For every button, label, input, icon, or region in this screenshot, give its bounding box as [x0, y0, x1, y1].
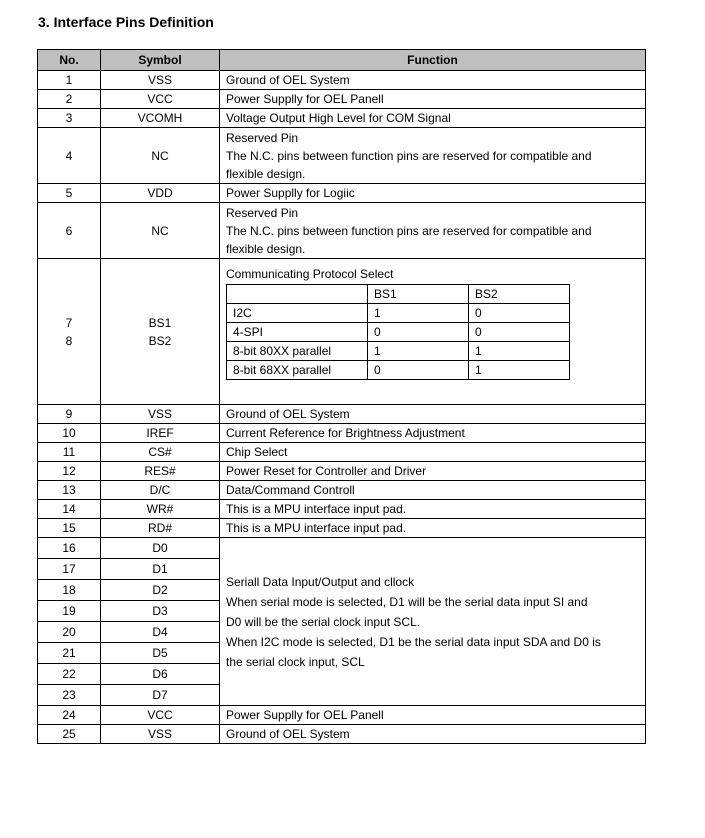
- pin-symbol: VCC: [101, 706, 220, 725]
- table-row: [38, 481, 646, 500]
- table-row: [38, 500, 646, 519]
- protocol-cell: 0: [469, 323, 570, 342]
- pin-symbol: VCC: [101, 90, 220, 109]
- pin-function: [220, 259, 646, 405]
- pin-function: [220, 538, 646, 706]
- pin-function: Power Supplly for Logiic: [220, 184, 646, 203]
- function-line: flexible design.: [226, 241, 306, 256]
- pin-symbol: VDD: [101, 184, 220, 203]
- protocol-header-row: [227, 285, 570, 304]
- table-row: [38, 109, 646, 128]
- protocol-cell: 8-bit 68XX parallel: [227, 361, 368, 380]
- pin-no: 6: [38, 203, 101, 259]
- table-row: [38, 90, 646, 109]
- protocol-cell: I2C: [227, 304, 368, 323]
- pin-symbol: D4: [101, 622, 220, 643]
- protocol-cell: 1: [469, 361, 570, 380]
- table-row: [38, 462, 646, 481]
- pin-symbol: VSS: [101, 405, 220, 424]
- function-line: When I2C mode is selected, D1 be the serial data input SDA and D0 is: [226, 634, 601, 649]
- pin-symbol: IREF: [101, 424, 220, 443]
- pin-no: 25: [38, 725, 101, 744]
- table-header-row: [38, 50, 646, 71]
- pin-no: 16: [38, 538, 101, 559]
- pin-symbol: RES#: [101, 462, 220, 481]
- table-row: [38, 519, 646, 538]
- protocol-cell: 1: [368, 304, 469, 323]
- pin-symbol: D2: [101, 580, 220, 601]
- function-line: The N.C. pins between function pins are reserved for compatible and: [226, 148, 592, 163]
- pin-no: 4: [38, 128, 101, 184]
- protocol-header-cell: BS2: [469, 285, 570, 304]
- pin-no: 19: [38, 601, 101, 622]
- pin-symbol: D1: [101, 559, 220, 580]
- pin-no: 22: [38, 664, 101, 685]
- pin-symbol: D0: [101, 538, 220, 559]
- pin-function: Chip Select: [220, 443, 646, 462]
- pin-symbol: WR#: [101, 500, 220, 519]
- pin-no: 11: [38, 443, 101, 462]
- pin-symbol: VSS: [101, 71, 220, 90]
- function-line: Reserved Pin: [226, 205, 299, 220]
- function-line: Seriall Data Input/Output and cllock: [226, 574, 415, 589]
- table-row: [38, 71, 646, 90]
- table-row: [38, 443, 646, 462]
- pin-symbol-line: BS1: [148, 315, 172, 330]
- function-line: D0 will be the serial clock input SCL.: [226, 614, 421, 629]
- protocol-cell: 8-bit 80XX parallel: [227, 342, 368, 361]
- protocol-cell: 4-SPI: [227, 323, 368, 342]
- pin-no: 14: [38, 500, 101, 519]
- pin-no: 23: [38, 685, 101, 706]
- pin-symbol: VSS: [101, 725, 220, 744]
- function-line: The N.C. pins between function pins are reserved for compatible and: [226, 223, 592, 238]
- pin-symbol: D6: [101, 664, 220, 685]
- section-heading: 3. Interface Pins Definition: [38, 14, 214, 30]
- pin-function: Power Supplly for OEL Panell: [220, 706, 646, 725]
- header-symbol: Symbol: [101, 50, 220, 71]
- function-line: Reserved Pin: [226, 130, 299, 145]
- pin-symbol: D/C: [101, 481, 220, 500]
- pin-function: Ground of OEL System: [220, 405, 646, 424]
- table-row: [38, 424, 646, 443]
- protocol-cell: 1: [368, 342, 469, 361]
- header-function: Function: [220, 50, 646, 71]
- pin-symbol: D5: [101, 643, 220, 664]
- pin-no: 21: [38, 643, 101, 664]
- pin-function: Power Supplly for OEL Panell: [220, 90, 646, 109]
- protocol-row: [227, 342, 570, 361]
- protocol-header-cell: BS1: [368, 285, 469, 304]
- pin-no: 13: [38, 481, 101, 500]
- pin-symbol: VCOMH: [101, 109, 220, 128]
- pin-no: 12: [38, 462, 101, 481]
- table-row: [38, 538, 646, 559]
- pin-no: 17: [38, 559, 101, 580]
- pin-no: 18: [38, 580, 101, 601]
- table-row: [38, 706, 646, 725]
- function-line: flexible design.: [226, 166, 306, 181]
- header-no: No.: [38, 50, 101, 71]
- pin-function: [220, 128, 646, 184]
- pin-function: Ground of OEL System: [220, 71, 646, 90]
- protocol-cell: 0: [469, 304, 570, 323]
- protocol-select-title: Communicating Protocol Select: [226, 267, 394, 281]
- pin-symbol-line: BS2: [148, 333, 172, 348]
- pin-function: Voltage Output High Level for COM Signal: [220, 109, 646, 128]
- table-row: [38, 128, 646, 184]
- table-row: [38, 184, 646, 203]
- pin-function: This is a MPU interface input pad.: [220, 500, 646, 519]
- pin-function: [220, 203, 646, 259]
- pin-no: 2: [38, 90, 101, 109]
- pin-symbol: D3: [101, 601, 220, 622]
- pin-function: Power Reset for Controller and Driver: [220, 462, 646, 481]
- pin-symbol: NC: [101, 128, 220, 184]
- pin-symbol: RD#: [101, 519, 220, 538]
- pin-symbol: [101, 259, 220, 405]
- protocol-cell: 0: [368, 361, 469, 380]
- pin-symbol: D7: [101, 685, 220, 706]
- pin-function: This is a MPU interface input pad.: [220, 519, 646, 538]
- table-row: [38, 725, 646, 744]
- pin-function: Current Reference for Brightness Adjustment: [220, 424, 646, 443]
- table-row: [38, 259, 646, 405]
- pin-function: Ground of OEL System: [220, 725, 646, 744]
- table-row: [38, 405, 646, 424]
- pin-no: 3: [38, 109, 101, 128]
- protocol-row: [227, 323, 570, 342]
- pin-symbol: CS#: [101, 443, 220, 462]
- pin-no: 24: [38, 706, 101, 725]
- pin-no-line: 8: [65, 333, 73, 348]
- pin-symbol: NC: [101, 203, 220, 259]
- pin-no: 9: [38, 405, 101, 424]
- interface-pins-table: [37, 49, 646, 744]
- pin-no: 15: [38, 519, 101, 538]
- function-line: When serial mode is selected, D1 will be the serial data input SI and: [226, 594, 588, 609]
- pin-function: Data/Command Controll: [220, 481, 646, 500]
- protocol-row: [227, 361, 570, 380]
- protocol-cell: 0: [368, 323, 469, 342]
- table-row: [38, 203, 646, 259]
- protocol-row: [227, 304, 570, 323]
- protocol-header-cell: [227, 285, 368, 304]
- pin-no: [38, 259, 101, 405]
- pin-no: 5: [38, 184, 101, 203]
- protocol-table: [226, 284, 570, 380]
- pin-no-line: 7: [65, 315, 73, 330]
- pin-no: 1: [38, 71, 101, 90]
- protocol-cell: 1: [469, 342, 570, 361]
- function-line: the serial clock input, SCL: [226, 654, 365, 669]
- pin-no: 20: [38, 622, 101, 643]
- pin-no: 10: [38, 424, 101, 443]
